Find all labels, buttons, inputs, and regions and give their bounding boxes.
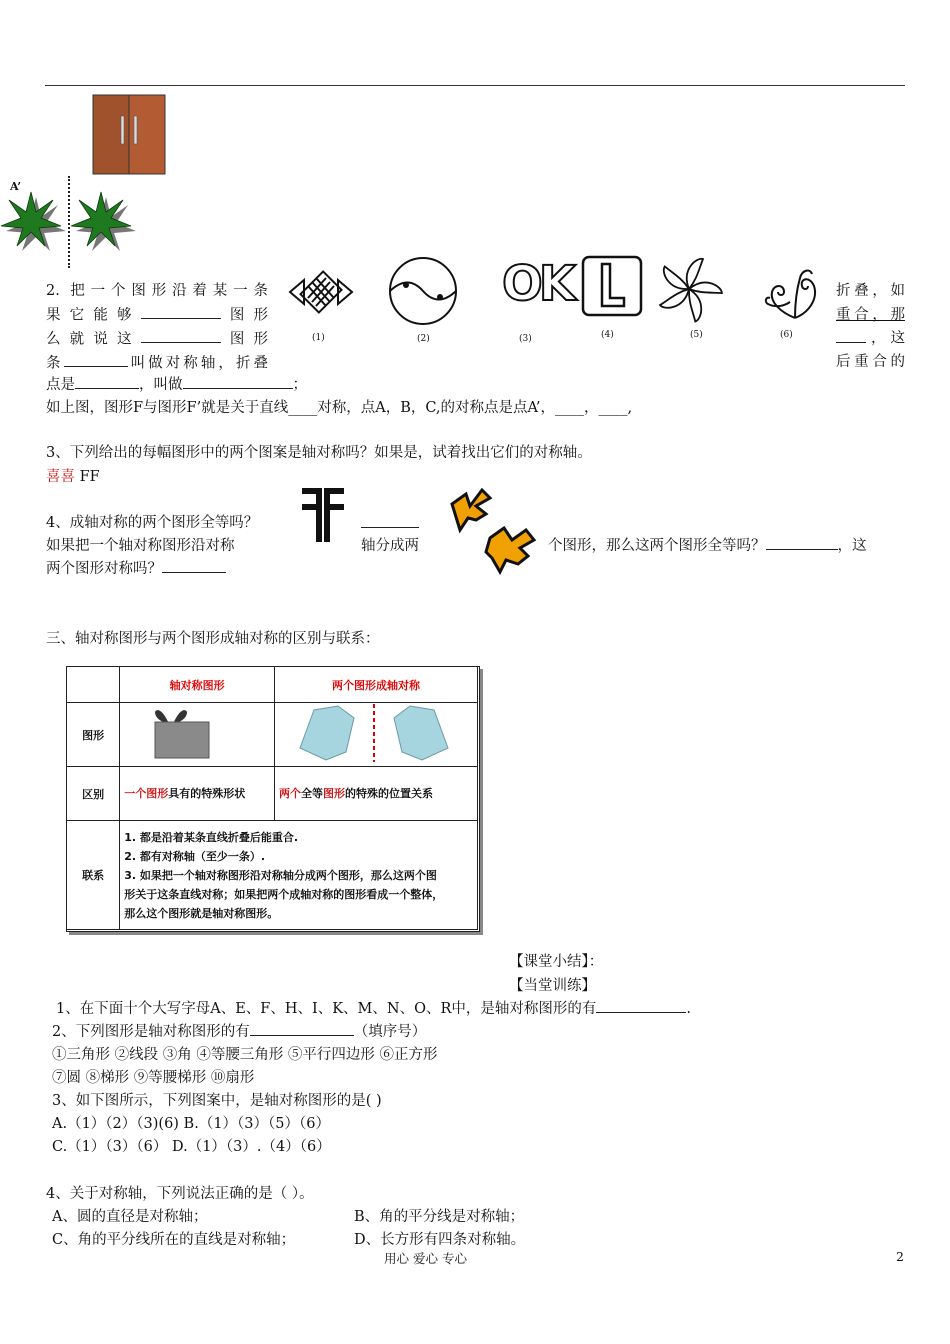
yin-yang-figure — [388, 256, 458, 326]
blank — [64, 352, 128, 368]
practice-3-options-cd: C.（1）（3）（6） D.（1）（3）.（4）（6） — [52, 1139, 331, 1155]
q2-line2: 果它能够 图形 — [46, 304, 268, 328]
q3-sample: 喜喜 FF — [46, 469, 100, 485]
flower-figure — [652, 252, 726, 326]
table-corner — [67, 667, 120, 703]
practice-3: 3、如下图所示，下列图案中，是轴对称图形的是( ) — [52, 1093, 382, 1109]
table-row-label-link: 联系 — [67, 821, 120, 930]
q4-line3: 两个图形对称吗？ — [46, 557, 226, 578]
practice-title: 【当堂训练】 — [509, 978, 596, 994]
table-cell-link: 1. 都是沿着某条直线折叠后能重合. 2. 都有对称轴（至少一条）. 3. 如果把一个轴对称图形沿对称轴分成两个图形，那么这两个图形关于这条直线对称；如果把两个成轴对称的图形看成一个整体，那么这个图形就是轴对称图形。 — [120, 821, 478, 930]
butterfly-box-figure — [121, 704, 271, 762]
q2-line1: 2. 把一个图形沿着某一条 — [46, 283, 268, 299]
l-square-figure — [580, 254, 646, 320]
blank — [183, 374, 293, 390]
practice-4-option-c: C、角的平分线所在的直线是对称轴； — [52, 1232, 296, 1248]
table-head-two-figures: 两个图形成轴对称 — [275, 667, 478, 703]
q4-line2-left: 如果把一个轴对称图形沿对称 — [46, 538, 235, 554]
q4-line1: 4、成轴对称的两个图形全等吗？ — [46, 515, 259, 531]
fish-figure — [446, 484, 538, 576]
practice-4-option-a: A、圆的直径是对称轴； — [52, 1209, 208, 1225]
q2-line3: 么就说这 图形 — [46, 328, 268, 352]
q4-line2-mid: 轴分成两 — [361, 538, 419, 554]
chinese-knot-figure — [286, 268, 356, 320]
leaf-figure-right — [70, 190, 138, 252]
practice-1: 1、在下面十个大写字母A、E、F、H、I、K、M、N、O、R中，是轴对称图形的有 . — [56, 997, 691, 1018]
page-footer: 用心 爱心 专心 — [384, 1251, 467, 1266]
leaf-figure-left — [0, 190, 68, 252]
table-cell-diff-1: 一个图形具有的特殊形状 — [120, 767, 275, 821]
summary-title: 【课堂小结】： — [509, 954, 604, 970]
blank — [141, 328, 221, 344]
table-cell-two-figures — [275, 703, 478, 767]
q2-line4: 条 叫做对称轴，折叠 — [46, 352, 268, 376]
q3-text: 3、下列给出的每幅图形中的两个图案是轴对称吗？如果是，试着找出它们的对称轴。 — [46, 445, 592, 461]
practice-4: 4、关于对称轴，下列说法正确的是（ ）。 — [46, 1186, 314, 1202]
swirl-figure — [760, 262, 830, 324]
section3-title: 三、轴对称图形与两个图形成轴对称的区别与联系： — [46, 631, 380, 647]
q2-line5: 点是 ，叫做 ； — [46, 373, 307, 394]
table-head-axis-figure: 轴对称图形 — [120, 667, 275, 703]
q2-left-column — [46, 280, 268, 376]
table-row-label-figure: 图形 — [67, 703, 120, 767]
table-row-label-diff: 区别 — [67, 767, 120, 821]
table-cell-axis-figure — [120, 703, 275, 767]
practice-2-options-1: ①三角形 ②线段 ③角 ④等腰三角形 ⑤平行四边形 ⑥正方形 — [52, 1047, 438, 1063]
q2-right-column: 折叠，如 重合，那 ，这 后重合的 — [836, 283, 905, 370]
fig-label-3: (3) — [519, 334, 532, 344]
q2-line6: 如上图，图形F与图形F’就是关于直线____对称，点A，B，C,的对称点是点A’，____，____, — [46, 400, 633, 416]
page-number: 2 — [896, 1249, 904, 1264]
comparison-table — [66, 666, 478, 930]
ok-figure: OK — [502, 256, 572, 312]
practice-4-option-d: D、长方形有四条对称轴。 — [354, 1232, 526, 1248]
label-a-prime: A’ — [10, 180, 22, 193]
double-f-figure — [298, 484, 348, 544]
fig-label-5: (5) — [690, 330, 703, 340]
table-cell-diff-2: 两个全等图形的特殊的位置关系 — [275, 767, 478, 821]
blank — [75, 374, 139, 390]
door-figure — [92, 94, 168, 176]
mirrored-hexagons-figure — [276, 704, 476, 762]
fig-label-4: (4) — [601, 330, 614, 340]
fig-label-1: (1) — [312, 333, 325, 343]
q4-blank-1 — [361, 512, 419, 532]
practice-2-options-2: ⑦圆 ⑧梯形 ⑨等腰梯形 ⑩扇形 — [52, 1070, 255, 1086]
practice-2: 2、下列图形是轴对称图形的有 （填序号） — [52, 1020, 426, 1041]
fig-label-6: (6) — [780, 330, 793, 340]
practice-4-option-b: B、角的平分线是对称轴； — [354, 1209, 525, 1225]
fig-label-2: (2) — [417, 334, 430, 344]
q4-line2-right: 个图形，那么这两个图形全等吗？ ，这 — [548, 534, 905, 555]
header-rule — [45, 85, 905, 86]
practice-3-options-ab: A.（1）（2）（3)(6) B.（1）（3）（5）（6） — [52, 1116, 330, 1132]
blank — [141, 304, 221, 320]
